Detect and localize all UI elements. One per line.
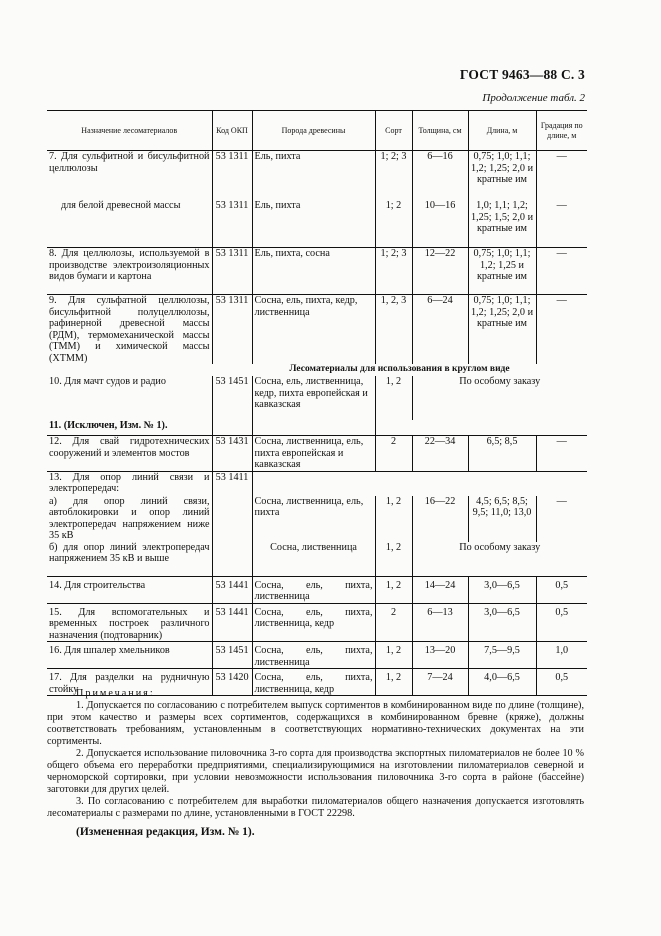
length-cell: 7,5—9,5: [468, 642, 536, 669]
length-cell: 0,75; 1,0; 1,1; 1,2; 1,25; 2,0 и кратные им: [468, 295, 536, 365]
table-section-row: [47, 364, 587, 376]
column-header: Градация по длине, м: [536, 111, 587, 151]
species-cell: Сосна, ель, лиственница, кедр, пихта европейская и кавказская: [252, 376, 375, 420]
gradation-cell: —: [536, 248, 587, 295]
code-cell: 53 1311: [212, 248, 252, 295]
thickness-cell: 13—20: [412, 642, 468, 669]
purpose-cell: 12. Для свай гидротехнических сооружений и элементов мостов: [47, 436, 212, 472]
species-cell: Сосна, ель, пихта, лиственница: [252, 642, 375, 669]
length-cell: 4,0—6,5: [468, 669, 536, 696]
species-cell: Сосна, лиственница, ель, пихта европейская и кавказская: [252, 436, 375, 472]
thickness-cell: 22—34: [412, 436, 468, 472]
gradation-cell: —: [556, 295, 567, 306]
gradation-cell: —: [556, 151, 567, 162]
table-row: [47, 496, 587, 542]
code-cell: 53 1420: [212, 669, 252, 696]
species-cell: Сосна, лиственница, ель, пихта: [252, 496, 375, 542]
code-cell: 53 1311: [212, 151, 252, 201]
purpose-cell: а) для опор линий связи, автоблокировки и опор линий электропередач напряжением ниже 35 кВ: [47, 496, 212, 542]
purpose-cell: 17. Для разделки на рудничную стойку: [47, 669, 212, 696]
length-cell: 0,75; 1,0; 1,1; 1,2; 1,25 и кратные им: [468, 248, 536, 295]
notes-heading: Примечания:: [76, 688, 155, 699]
notes-section: [47, 688, 584, 820]
table-row: [47, 576, 587, 603]
column-header: Код ОКП: [212, 111, 252, 151]
purpose-cell: 8. Для целлюлозы, используемой в производстве электроизоляционных видов бумаги и картона: [47, 248, 212, 295]
purpose-cell: для белой древесной массы: [47, 200, 212, 248]
purpose-cell: 13. Для опор линий связи и электропередач:: [47, 471, 212, 496]
species-cell: Ель, пихта, сосна: [252, 248, 375, 295]
thickness-cell: 7—24: [412, 669, 468, 696]
species-cell: Сосна, ель, пихта, лиственница, кедр: [252, 603, 375, 642]
page-title: ГОСТ 9463—88 С. 3: [459, 67, 585, 82]
length-cell: 3,0—6,5: [468, 576, 536, 603]
note-item: 1. Допускается по согласованию с потребителем выпуск сортиментов в комбинированном виде по длине (толщине), при этом качество и размеры всех сортиментов, содержащихся в комбинированном бревне (кряже), должны соответствовать требованиям, установленным в соответствующих нормативно-технических документах на эти сортименты.: [47, 700, 584, 747]
grade-cell: 1, 2: [375, 642, 412, 669]
grade-cell: 1, 2: [375, 496, 412, 542]
grade-cell: 1, 2: [375, 669, 412, 696]
special-order-cell: По особому заказу: [412, 542, 587, 577]
thickness-cell: 6—13: [412, 603, 468, 642]
note-item: 2. Допускается использование пиловочника 3-го сорта для производства экспортных пиломатериалов не более 10 % общего объема его переработки предприятиями, специализирующимися на изготовлении пиломатериалов северной и черноморской сортировки, при условии невозможности использования пиловочника 3-го сорта в районе (бассейне) заготовки для других целей.: [47, 748, 584, 795]
thickness-cell: 6—16: [412, 151, 468, 201]
thickness-cell: 10—16: [412, 200, 468, 248]
amendment-note: (Измененная редакция, Изм. № 1).: [76, 826, 255, 838]
code-cell: 53 1311: [212, 200, 252, 248]
table-row: [47, 420, 587, 436]
column-header: Сорт: [375, 111, 412, 151]
grade-cell: 1; 2: [375, 200, 412, 248]
length-cell: 3,0—6,5: [468, 603, 536, 642]
length-cell: 4,5; 6,5; 8,5; 9,5; 11,0; 13,0: [468, 496, 536, 542]
table-row: [47, 295, 587, 365]
table-row: [47, 248, 587, 295]
code-cell: 53 1451: [212, 642, 252, 669]
grade-cell: 1, 2: [375, 542, 412, 577]
table-row: [47, 200, 587, 248]
purpose-cell: 7. Для сульфитной и бисульфитной целлюлозы: [47, 151, 212, 201]
table-row: [47, 471, 587, 496]
purpose-cell: 16. Для шпалер хмельников: [47, 642, 212, 669]
thickness-cell: 6—24: [412, 295, 468, 365]
code-cell: 53 1411: [212, 471, 252, 496]
grade-cell: 2: [375, 436, 412, 472]
grade-cell: 1; 2; 3: [375, 151, 412, 201]
species-cell: Ель, пихта: [252, 200, 375, 248]
code-cell: 53 1451: [212, 376, 252, 420]
table-row: [47, 436, 587, 472]
gradation-cell: —: [556, 495, 567, 507]
gradation-cell: —: [536, 436, 587, 472]
grade-cell: 1; 2; 3: [375, 248, 412, 295]
code-cell: 53 1441: [212, 603, 252, 642]
length-cell: 6,5; 8,5: [468, 436, 536, 472]
gradation-cell: 0,5: [536, 603, 587, 642]
gradation-cell: 0,5: [536, 669, 587, 696]
code-cell: 53 1431: [212, 436, 252, 472]
table-row: [47, 376, 587, 420]
length-cell: 1,0; 1,1; 1,2; 1,25; 1,5; 2,0 и кратные им: [468, 200, 536, 248]
column-header: Толщина, см: [412, 111, 468, 151]
species-cell: Сосна, ель, пихта, кедр, лиственница: [252, 295, 375, 365]
note-item: 3. По согласованию с потребителем для выработки пиломатериалов общего назначения допускается изготовлять лесоматериалы с размерами по длине, установленными в ГОСТ 22298.: [47, 796, 584, 819]
special-order-cell: По особому заказу: [459, 376, 541, 387]
grade-cell: 1, 2: [375, 376, 412, 420]
table-row: [47, 151, 587, 201]
purpose-cell: 11. (Исключен, Изм. № 1).: [47, 420, 212, 436]
purpose-cell: б) для опор линий электропередач напряжением 35 кВ и выше: [47, 542, 212, 577]
thickness-cell: 16—22: [412, 496, 468, 542]
thickness-cell: 14—24: [412, 576, 468, 603]
species-cell: Сосна, ель, пихта, лиственница, кедр: [252, 669, 375, 696]
species-cell: Сосна, ель, пихта, лиственница: [252, 576, 375, 603]
grade-cell: 1, 2, 3: [375, 295, 412, 365]
table-row: [47, 603, 587, 642]
column-header: Длина, м: [468, 111, 536, 151]
gradation-cell: 1,0: [536, 642, 587, 669]
gradation-cell: 0,5: [536, 576, 587, 603]
purpose-cell: 9. Для сульфатной целлюлозы, бисульфитной полуцеллюлозы, рафинерной древесной массы (РДМ), термомеханической массы (ТММ) и химической массы (ХТММ): [47, 295, 212, 365]
purpose-cell: 14. Для строительства: [47, 576, 212, 603]
table-row: [47, 542, 587, 577]
column-header: Порода древесины: [252, 111, 375, 151]
column-header: Назначение лесоматериалов: [47, 111, 212, 151]
table-continuation-label: Продолжение табл. 2: [482, 92, 585, 104]
species-cell: Ель, пихта: [252, 151, 375, 201]
code-cell: 53 1311: [212, 295, 252, 365]
species-cell: Сосна, лиственница: [252, 542, 375, 577]
table-row: [47, 642, 587, 669]
gradation-cell: —: [536, 200, 587, 248]
purpose-cell: 10. Для мачт судов и радио: [47, 376, 212, 420]
table-header-row: [47, 111, 587, 151]
purpose-cell: 15. Для вспомогательных и временных построек различного назначения (подтоварник): [47, 603, 212, 642]
code-cell: 53 1441: [212, 576, 252, 603]
grade-cell: 1, 2: [375, 576, 412, 603]
grade-cell: 2: [375, 603, 412, 642]
section-heading: Лесоматериалы для использования в круглом виде: [289, 364, 510, 374]
timber-purpose-table: [47, 110, 587, 696]
thickness-cell: 12—22: [412, 248, 468, 295]
length-cell: 0,75; 1,0; 1,1; 1,2; 1,25; 2,0 и кратные им: [468, 151, 536, 201]
